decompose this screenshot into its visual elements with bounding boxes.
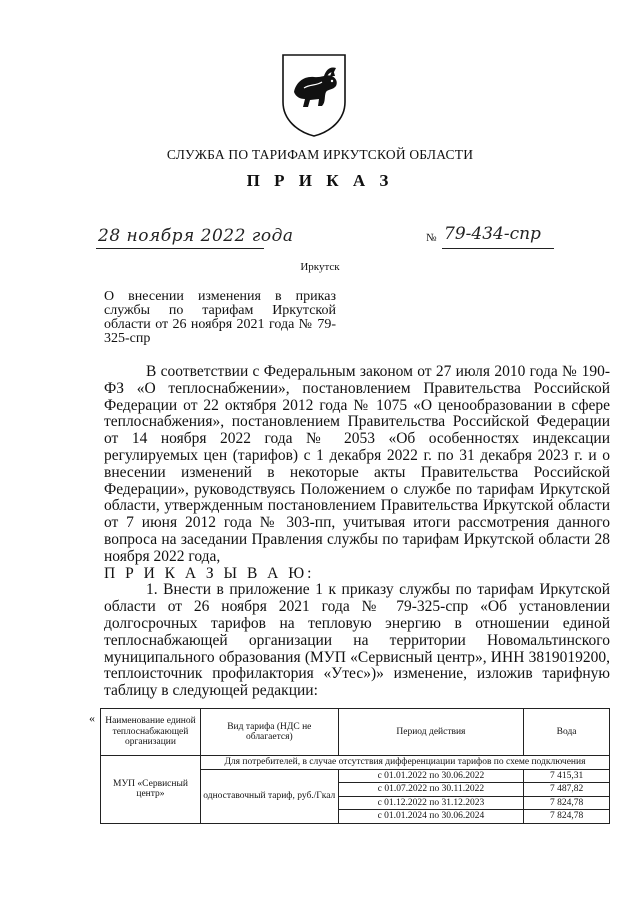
header-tariff-type: Вид тарифа (НДС не облагается) bbox=[200, 709, 338, 756]
header-water: Вода bbox=[524, 709, 610, 756]
preamble-paragraph: В соответствии с Федеральным законом от 27 июля 2010 года № 190-ФЗ «О теплоснабжении», постановлением Правительства Российской Федерации от 22 октября 2012 года № 1075 «О ценообразовании в сфере теплоснабжения», постановлением Правительства Российской Федерации от 14 ноября 2022 года № 2053 «Об особенностях индексации регулируемых цен (тарифов) с 1 декабря 2022 г. по 31 декабря 2023 г. и о внесении изменений в некоторые акты Правительства Российской Федерации», руководствуясь Положением о службе по тарифам Иркутской области, утвержденным постановлением Правительства Иркутской области от 7 июня 2012 года № 303-пп, учитывая итоги рассмотрения данного вопроса на заседании Правления службы по тарифам Иркутской области 28 ноября 2022 года, bbox=[104, 363, 610, 565]
header-org: Наименование единой теплоснабжающей организации bbox=[101, 709, 201, 756]
city-name: Иркутск bbox=[300, 261, 340, 273]
period-cell: с 01.01.2024 по 30.06.2024 bbox=[338, 810, 524, 824]
date-underline bbox=[96, 248, 264, 249]
handwritten-date: 28 ноября 2022 года bbox=[98, 226, 294, 246]
header-period: Период действия bbox=[338, 709, 524, 756]
consumer-subheader: Для потребителей, в случае отсутствия дифференциации тарифов по схеме подключения bbox=[200, 756, 609, 770]
order-word: П Р И К А З Ы В А Ю: bbox=[104, 564, 315, 582]
water-value-cell: 7 487,82 bbox=[524, 783, 610, 797]
document-title: П Р И К А З bbox=[246, 171, 394, 190]
water-value-cell: 7 415,31 bbox=[524, 769, 610, 783]
period-cell: с 01.07.2022 по 30.11.2022 bbox=[338, 783, 524, 797]
organization-name: СЛУЖБА ПО ТАРИФАМ ИРКУТСКОЙ ОБЛАСТИ bbox=[166, 147, 474, 162]
number-sign: № bbox=[426, 232, 437, 244]
water-value-cell: 7 824,78 bbox=[524, 796, 610, 810]
table-header-row bbox=[101, 709, 610, 756]
tariff-table bbox=[100, 708, 610, 824]
tariff-kind-cell: одноставочный тариф, руб./Гкал bbox=[200, 769, 338, 823]
order-body bbox=[104, 364, 610, 700]
order-subject: О внесении изменения в приказ службы по тарифам Иркутской области от 26 ноября 2021 года № 79-325-спр bbox=[104, 289, 336, 346]
coat-of-arms-emblem bbox=[280, 52, 348, 138]
handwritten-order-number: 79-434-спр bbox=[444, 224, 541, 244]
period-cell: с 01.01.2022 по 30.06.2022 bbox=[338, 769, 524, 783]
number-underline bbox=[442, 248, 554, 249]
babr-animal-icon bbox=[294, 69, 337, 107]
table-row bbox=[101, 756, 610, 770]
water-value-cell: 7 824,78 bbox=[524, 810, 610, 824]
item-1-paragraph: 1. Внести в приложение 1 к приказу службы по тарифам Иркутской области от 26 ноября 2021 года № 79-325-спр «Об установлении долгосрочных тарифов на тепловую энергию в отношении единой теплоснабжающей организации на территории Новомальтинского муниципального образования (МУП «Сервисный центр», ИНН 3819019200, теплоисточник профилактория «Утес»)» изменение, изложив тарифную таблицу в следующей редакции: bbox=[104, 581, 610, 700]
opening-quote-mark: « bbox=[89, 711, 95, 725]
period-cell: с 01.12.2022 по 31.12.2023 bbox=[338, 796, 524, 810]
org-name-cell: МУП «Сервисный центр» bbox=[101, 756, 201, 824]
